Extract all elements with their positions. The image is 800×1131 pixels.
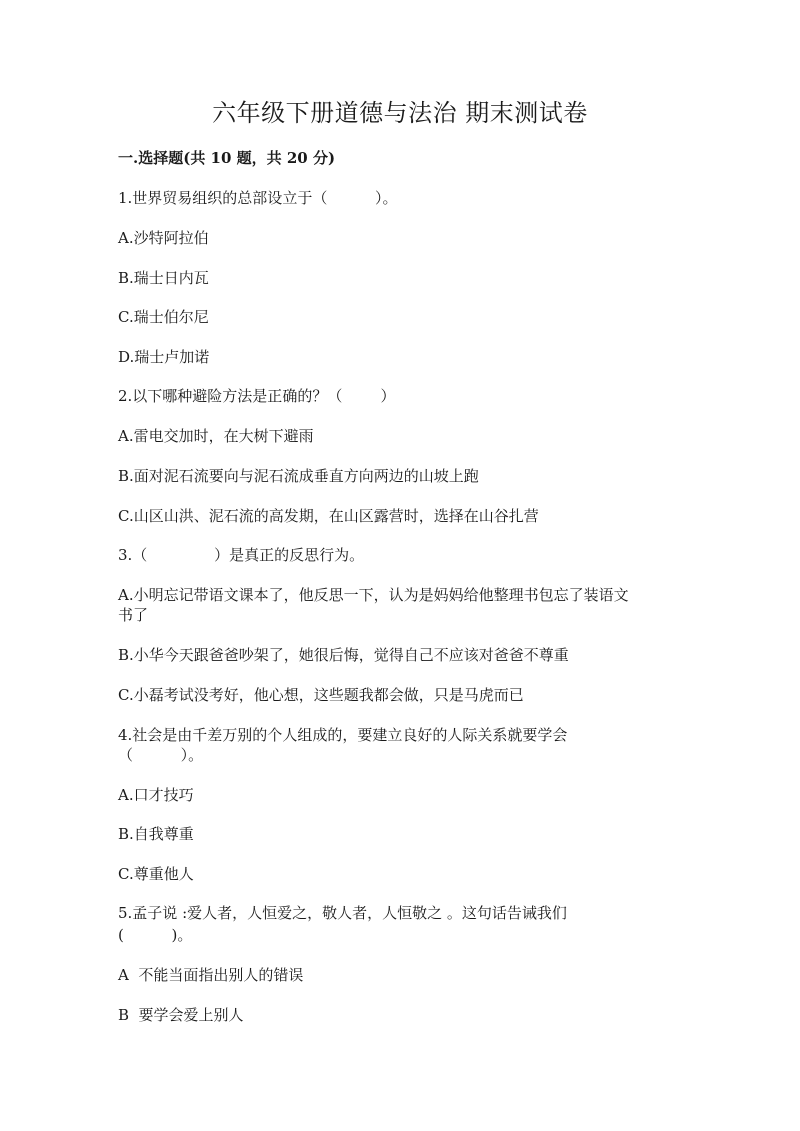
question-1-option-b: B.瑞士日内瓦 — [118, 269, 209, 287]
question-1-stem: 1.世界贸易组织的总部设立于（ ）。 — [118, 189, 398, 207]
question-4-option-c: C.尊重他人 — [118, 865, 194, 883]
question-3-stem: 3.（ ）是真正的反思行为。 — [118, 546, 365, 564]
question-3-option-b: B.小华今天跟爸爸吵架了，她很后悔，觉得自己不应该对爸爸不尊重 — [118, 646, 569, 664]
page-title: 六年级下册道德与法治 期末测试卷 — [212, 99, 588, 127]
question-4-option-b: B.自我尊重 — [118, 825, 194, 843]
question-4-stem-line-1: 4.社会是由千差万别的个人组成的，要建立良好的人际关系就要学会 — [118, 726, 568, 744]
question-4-stem-line-2: （ ）。 — [118, 746, 204, 764]
question-3-option-a-line-2: 书了 — [118, 606, 149, 624]
question-3-option-c: C.小磊考试没考好，他心想，这些题我都会做，只是马虎而已 — [118, 686, 524, 704]
question-3-option-a-line-1: A.小明忘记带语文课本了，他反思一下，认为是妈妈给他整理书包忘了装语文 — [118, 586, 629, 604]
question-2-option-b: B.面对泥石流要向与泥石流成垂直方向两边的山坡上跑 — [118, 467, 479, 485]
question-1-option-d: D.瑞士卢加诺 — [118, 348, 210, 366]
question-5-option-b: B 要学会爱上别人 — [118, 1006, 244, 1024]
question-2-stem: 2.以下哪种避险方法是正确的？（ ） — [118, 387, 396, 405]
question-2-option-a: A.雷电交加时，在大树下避雨 — [118, 427, 314, 445]
question-5-stem-line-1: 5.孟子说 :爱人者，人恒爱之，敬人者，人恒敬之 。这句话告诫我们 — [118, 904, 567, 922]
question-5-stem-line-2: ( )。 — [118, 926, 193, 944]
question-5-option-a: A 不能当面指出别人的错误 — [118, 966, 304, 984]
question-1-option-c: C.瑞士伯尔尼 — [118, 308, 209, 326]
section-heading: 一.选择题(共 10 题，共 20 分) — [118, 149, 336, 167]
question-1-option-a: A.沙特阿拉伯 — [118, 229, 209, 247]
question-4-option-a: A.口才技巧 — [118, 786, 194, 804]
question-2-option-c: C.山区山洪、泥石流的高发期，在山区露营时，选择在山谷扎营 — [118, 507, 539, 525]
